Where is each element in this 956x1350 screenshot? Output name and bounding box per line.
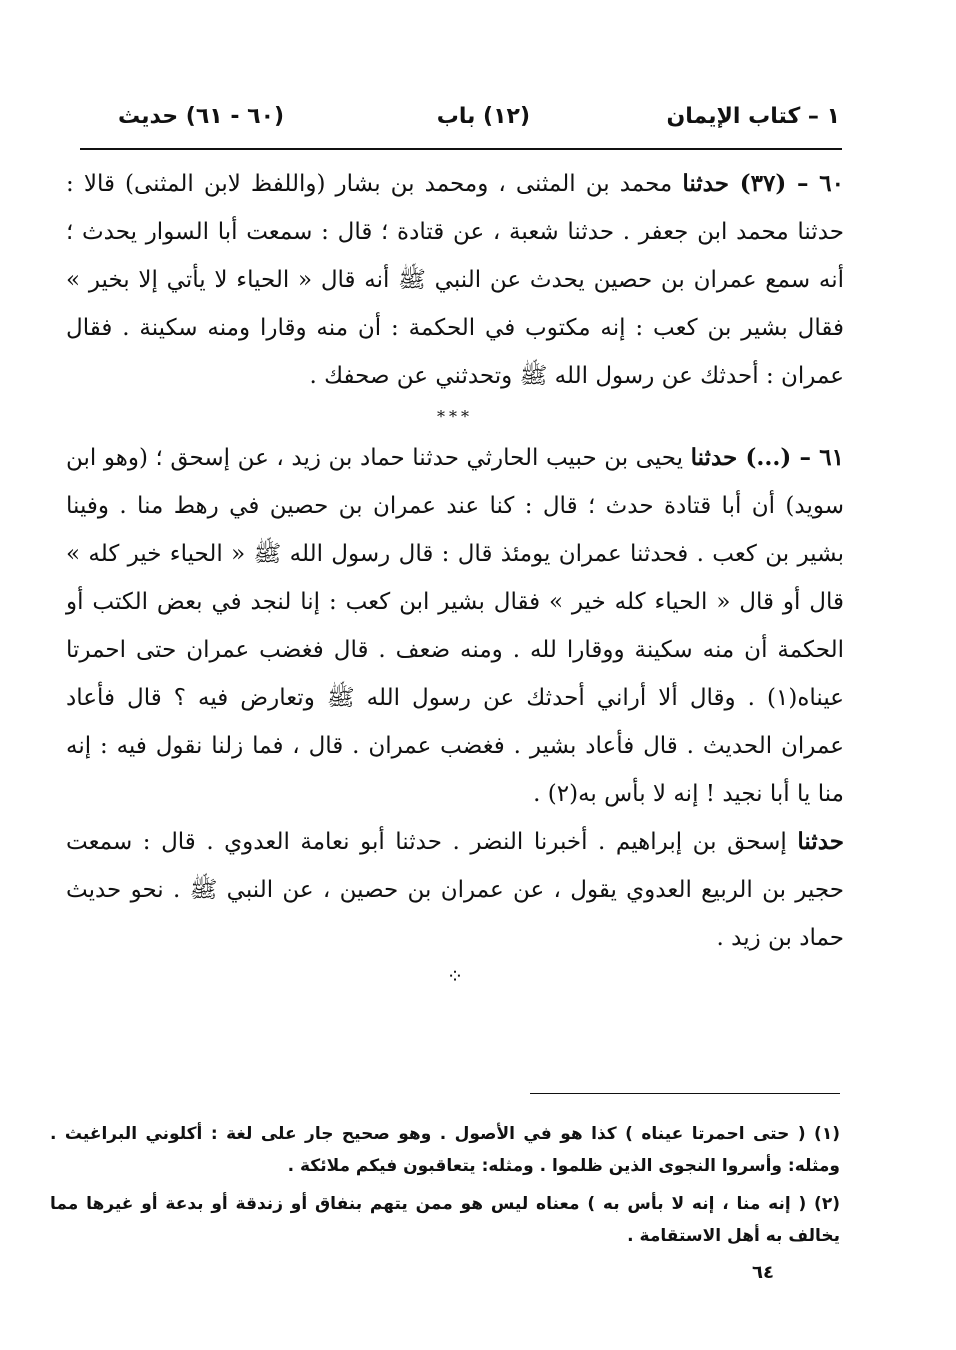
- second-chain-lead: حدثنا: [797, 828, 844, 855]
- footnote-rule: [530, 1093, 840, 1094]
- book-title: ١ – كتاب الإيمان: [666, 104, 840, 129]
- second-chain-text: إسحق بن إبراهيم . أخبرنا النضر . حدثنا أبو نعامة العدوي . قال : سمعت حجير بن الربيع العدوي يقول ، عن عمران بن حصين ، عن النبي ﷺ . نحو حديث حماد بن زيد .: [66, 829, 844, 951]
- main-text: [66, 160, 844, 990]
- page-number: ٦٤: [752, 1262, 774, 1283]
- hadith-61-lead: ٦١ – (...) حدثنا: [690, 444, 845, 471]
- dots-separator: ⁘: [446, 964, 464, 988]
- footnotes: [50, 1118, 840, 1258]
- hadith-61: [66, 434, 844, 818]
- hadith-range: (٦٠ - ٦١) حديث: [118, 104, 285, 129]
- footnote-2: (٢) ( إنه منا ، إنه لا بأس به ) معناه ليس هو ممن يتهم بنفاق أو زندقة أو بدعة أو غيرها مما يخالف به أهل الاستقامة .: [50, 1194, 840, 1246]
- footnote-1: (١) ( حتى احمرتا عيناه ) كذا هو في الأصول . وهو صحيح جار على لغة : أكلوني البراغيث . ومثله: وأسروا النجوى الذين ظلموا . ومثله: يتعاقبون فيكم ملائكة .: [50, 1124, 840, 1176]
- hadith-60-lead: ٦٠ – (٣٧) حدثنا: [682, 170, 844, 197]
- hadith-60-text: محمد بن المثنى ، ومحمد بن بشار (واللفظ لابن المثنى) قالا : حدثنا محمد ابن جعفر . حدثنا شعبة ، عن قتادة ؛ قال : سمعت أبا السوار يحدث ؛ أنه سمع عمران بن حصين يحدث عن النبي ﷺ أنه قال « الحياء لا يأتي إلا بخير » فقال بشير بن كعب : إنه مكتوب في الحكمة : أن منه وقارا ومنه سكينة . فقال عمران : أحدثك عن رسول الله ﷺ وتحدثني عن صحفك .: [66, 171, 844, 389]
- stars-separator: ***: [437, 407, 473, 426]
- page-header: [118, 104, 840, 138]
- header-rule: [80, 148, 842, 150]
- hadith-60: [66, 160, 844, 400]
- chapter-label: (١٢) باب: [436, 104, 530, 129]
- hadith-61-text: يحيى بن حبيب الحارثي حدثنا حماد بن زيد ، عن إسحق ؛ (وهو ابن سويد) أن أبا قتادة حدث ؛ قال : كنا عند عمران بن حصين في رهط منا . وفينا بشير بن كعب . فحدثنا عمران يومئذ قال : قال رسول الله ﷺ « الحياء خير كله » قال أو قال « الحياء كله خير » فقال بشير ابن كعب : إنا لنجد في بعض الكتب أو الحكمة أن منه سكينة ووقارا لله . ومنه ضعف . قال فغضب عمران حتى احمرتا عيناه(١) . وقال ألا أراني أحدثك عن رسول الله ﷺ وتعارض فيه ؟ قال فأعاد عمران الحديث . قال فأعاد بشير . فغضب عمران . قال ، فما زلنا نقول فيه : إنه منا يا أبا نجيد ! إنه لا بأس به(٢) .: [66, 445, 844, 807]
- hadith-61-second-chain: [66, 818, 844, 962]
